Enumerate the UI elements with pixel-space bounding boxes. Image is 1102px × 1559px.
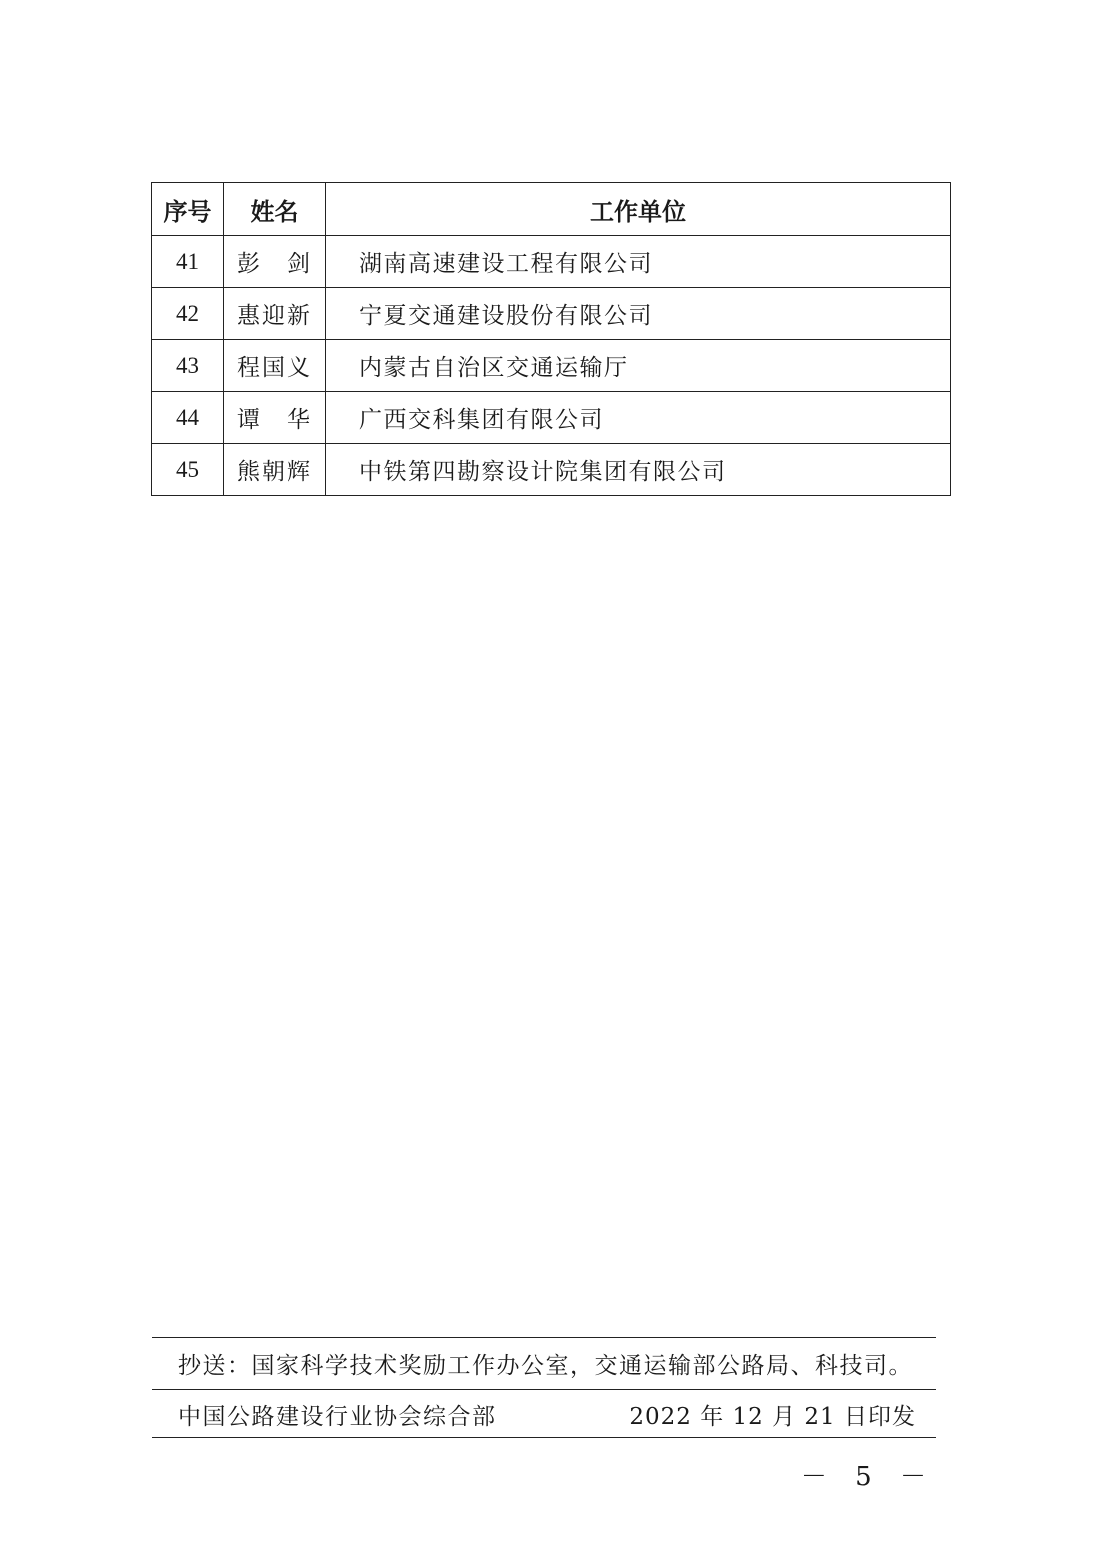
row-work-unit: 宁夏交通建设股份有限公司	[326, 288, 951, 340]
table-row	[152, 288, 951, 340]
cc-distribution-line: 抄送：国家科学技术奖励工作办公室，交通运输部公路局、科技司。	[178, 1353, 913, 1379]
row-name: 惠迎新	[224, 288, 326, 340]
issuing-department: 中国公路建设行业协会综合部	[178, 1404, 497, 1430]
table-row	[152, 340, 951, 392]
row-name: 彭 剑	[224, 236, 326, 288]
page-number: － 5 －	[800, 1462, 936, 1492]
row-name: 熊朝辉	[224, 444, 326, 496]
row-work-unit: 中铁第四勘察设计院集团有限公司	[326, 444, 951, 496]
row-serial-number: 42	[152, 288, 224, 340]
row-serial-number: 43	[152, 340, 224, 392]
issue-date: 2022 年 12 月 21 日印发	[629, 1404, 916, 1430]
row-name: 程国义	[224, 340, 326, 392]
awardee-table	[151, 182, 951, 496]
row-work-unit: 广西交科集团有限公司	[326, 392, 951, 444]
row-serial-number: 45	[152, 444, 224, 496]
row-name: 谭 华	[224, 392, 326, 444]
row-work-unit: 内蒙古自治区交通运输厅	[326, 340, 951, 392]
table-row	[152, 392, 951, 444]
header-name: 姓名	[224, 183, 326, 236]
header-work-unit: 工作单位	[326, 183, 951, 236]
header-serial-number: 序号	[152, 183, 224, 236]
row-serial-number: 44	[152, 392, 224, 444]
footer-middle-rule	[152, 1389, 936, 1390]
table-row	[152, 236, 951, 288]
footer-top-rule	[152, 1337, 936, 1338]
footer-bottom-rule	[152, 1437, 936, 1438]
row-serial-number: 41	[152, 236, 224, 288]
table-header-row	[152, 183, 951, 236]
table-row	[152, 444, 951, 496]
row-work-unit: 湖南高速建设工程有限公司	[326, 236, 951, 288]
